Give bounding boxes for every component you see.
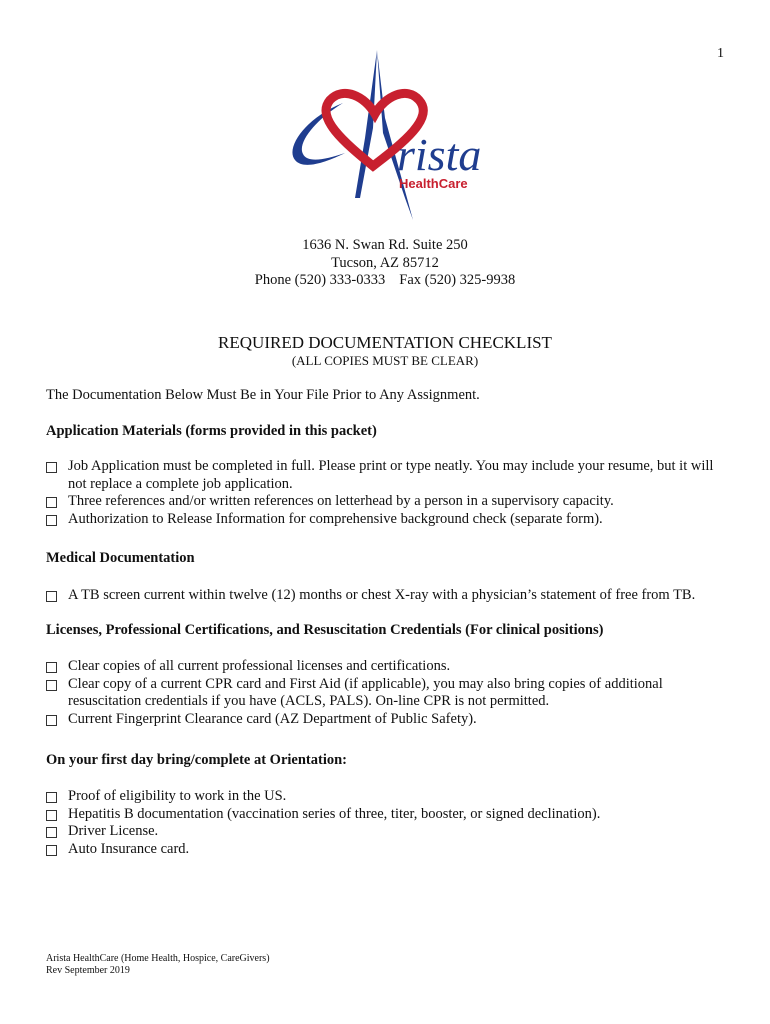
page-number: 1 — [717, 46, 724, 61]
list-item: Job Application must be completed in full. Please print or type neatly. You may include your resume, but it will not replace a complete job application. — [46, 458, 726, 493]
phone-number: Phone (520) 333-0333 — [254, 272, 386, 288]
document-subtitle: (ALL COPIES MUST BE CLEAR) — [291, 353, 479, 368]
checkbox-icon[interactable] — [46, 462, 57, 473]
list-item: Auto Insurance card. — [46, 841, 726, 859]
list-item: A TB screen current within twelve (12) months or chest X-ray with a physician’s statement of free from TB. — [46, 587, 726, 605]
checkbox-icon[interactable] — [46, 810, 57, 821]
list-item: Three references and/or written references on letterhead by a person in a supervisory capacity. — [46, 493, 726, 511]
contact-line — [0, 272, 770, 290]
list-item: Driver License. — [46, 823, 726, 841]
fax-number: Fax (520) 325-9938 — [399, 272, 516, 288]
checkbox-icon[interactable] — [46, 515, 57, 526]
checklist-medical — [46, 587, 726, 605]
list-item: Hepatitis B documentation (vaccination series of three, titer, booster, or signed declination). — [46, 806, 726, 824]
checkbox-icon[interactable] — [46, 827, 57, 838]
section-title-application: Application Materials (forms provided in this packet) — [46, 423, 377, 439]
document-title: REQUIRED DOCUMENTATION CHECKLIST — [218, 333, 552, 352]
checklist-licenses — [46, 658, 726, 728]
list-item: Clear copies of all current professional licenses and certifications. — [46, 658, 726, 676]
checkbox-icon[interactable] — [46, 792, 57, 803]
section-title-orientation: On your first day bring/complete at Orientation: — [46, 752, 347, 768]
checkbox-icon[interactable] — [46, 662, 57, 673]
footer-company: Arista HealthCare (Home Health, Hospice, CareGivers) — [46, 953, 270, 964]
list-item: Clear copy of a current CPR card and First Aid (if applicable), you may also bring copies of additional resuscitation credentials if you have (ACLS, PALS). On-line CPR is not permitted. — [46, 676, 726, 711]
section-title-medical: Medical Documentation — [46, 550, 195, 566]
list-item: Current Fingerprint Clearance card (AZ Department of Public Safety). — [46, 711, 726, 729]
checkbox-icon[interactable] — [46, 715, 57, 726]
logo-wordmark: rista — [397, 129, 482, 180]
intro-text: The Documentation Below Must Be in Your File Prior to Any Assignment. — [46, 387, 480, 403]
checklist-application — [46, 458, 726, 528]
logo-subtitle: HealthCare — [399, 176, 468, 191]
address-street: 1636 N. Swan Rd. Suite 250 — [302, 237, 468, 253]
checklist-orientation — [46, 788, 726, 858]
checkbox-icon[interactable] — [46, 680, 57, 691]
address-block — [0, 237, 770, 290]
list-item: Authorization to Release Information for comprehensive background check (separate form). — [46, 511, 726, 529]
arista-healthcare-logo — [285, 48, 510, 226]
checkbox-icon[interactable] — [46, 497, 57, 508]
footer-revision: Rev September 2019 — [46, 965, 130, 976]
section-title-licenses: Licenses, Professional Certifications, and Resuscitation Credentials (For clinical positions) — [46, 622, 604, 638]
checkbox-icon[interactable] — [46, 591, 57, 602]
footer — [46, 953, 270, 977]
list-item: Proof of eligibility to work in the US. — [46, 788, 726, 806]
address-city: Tucson, AZ 85712 — [331, 254, 439, 271]
checkbox-icon[interactable] — [46, 845, 57, 856]
